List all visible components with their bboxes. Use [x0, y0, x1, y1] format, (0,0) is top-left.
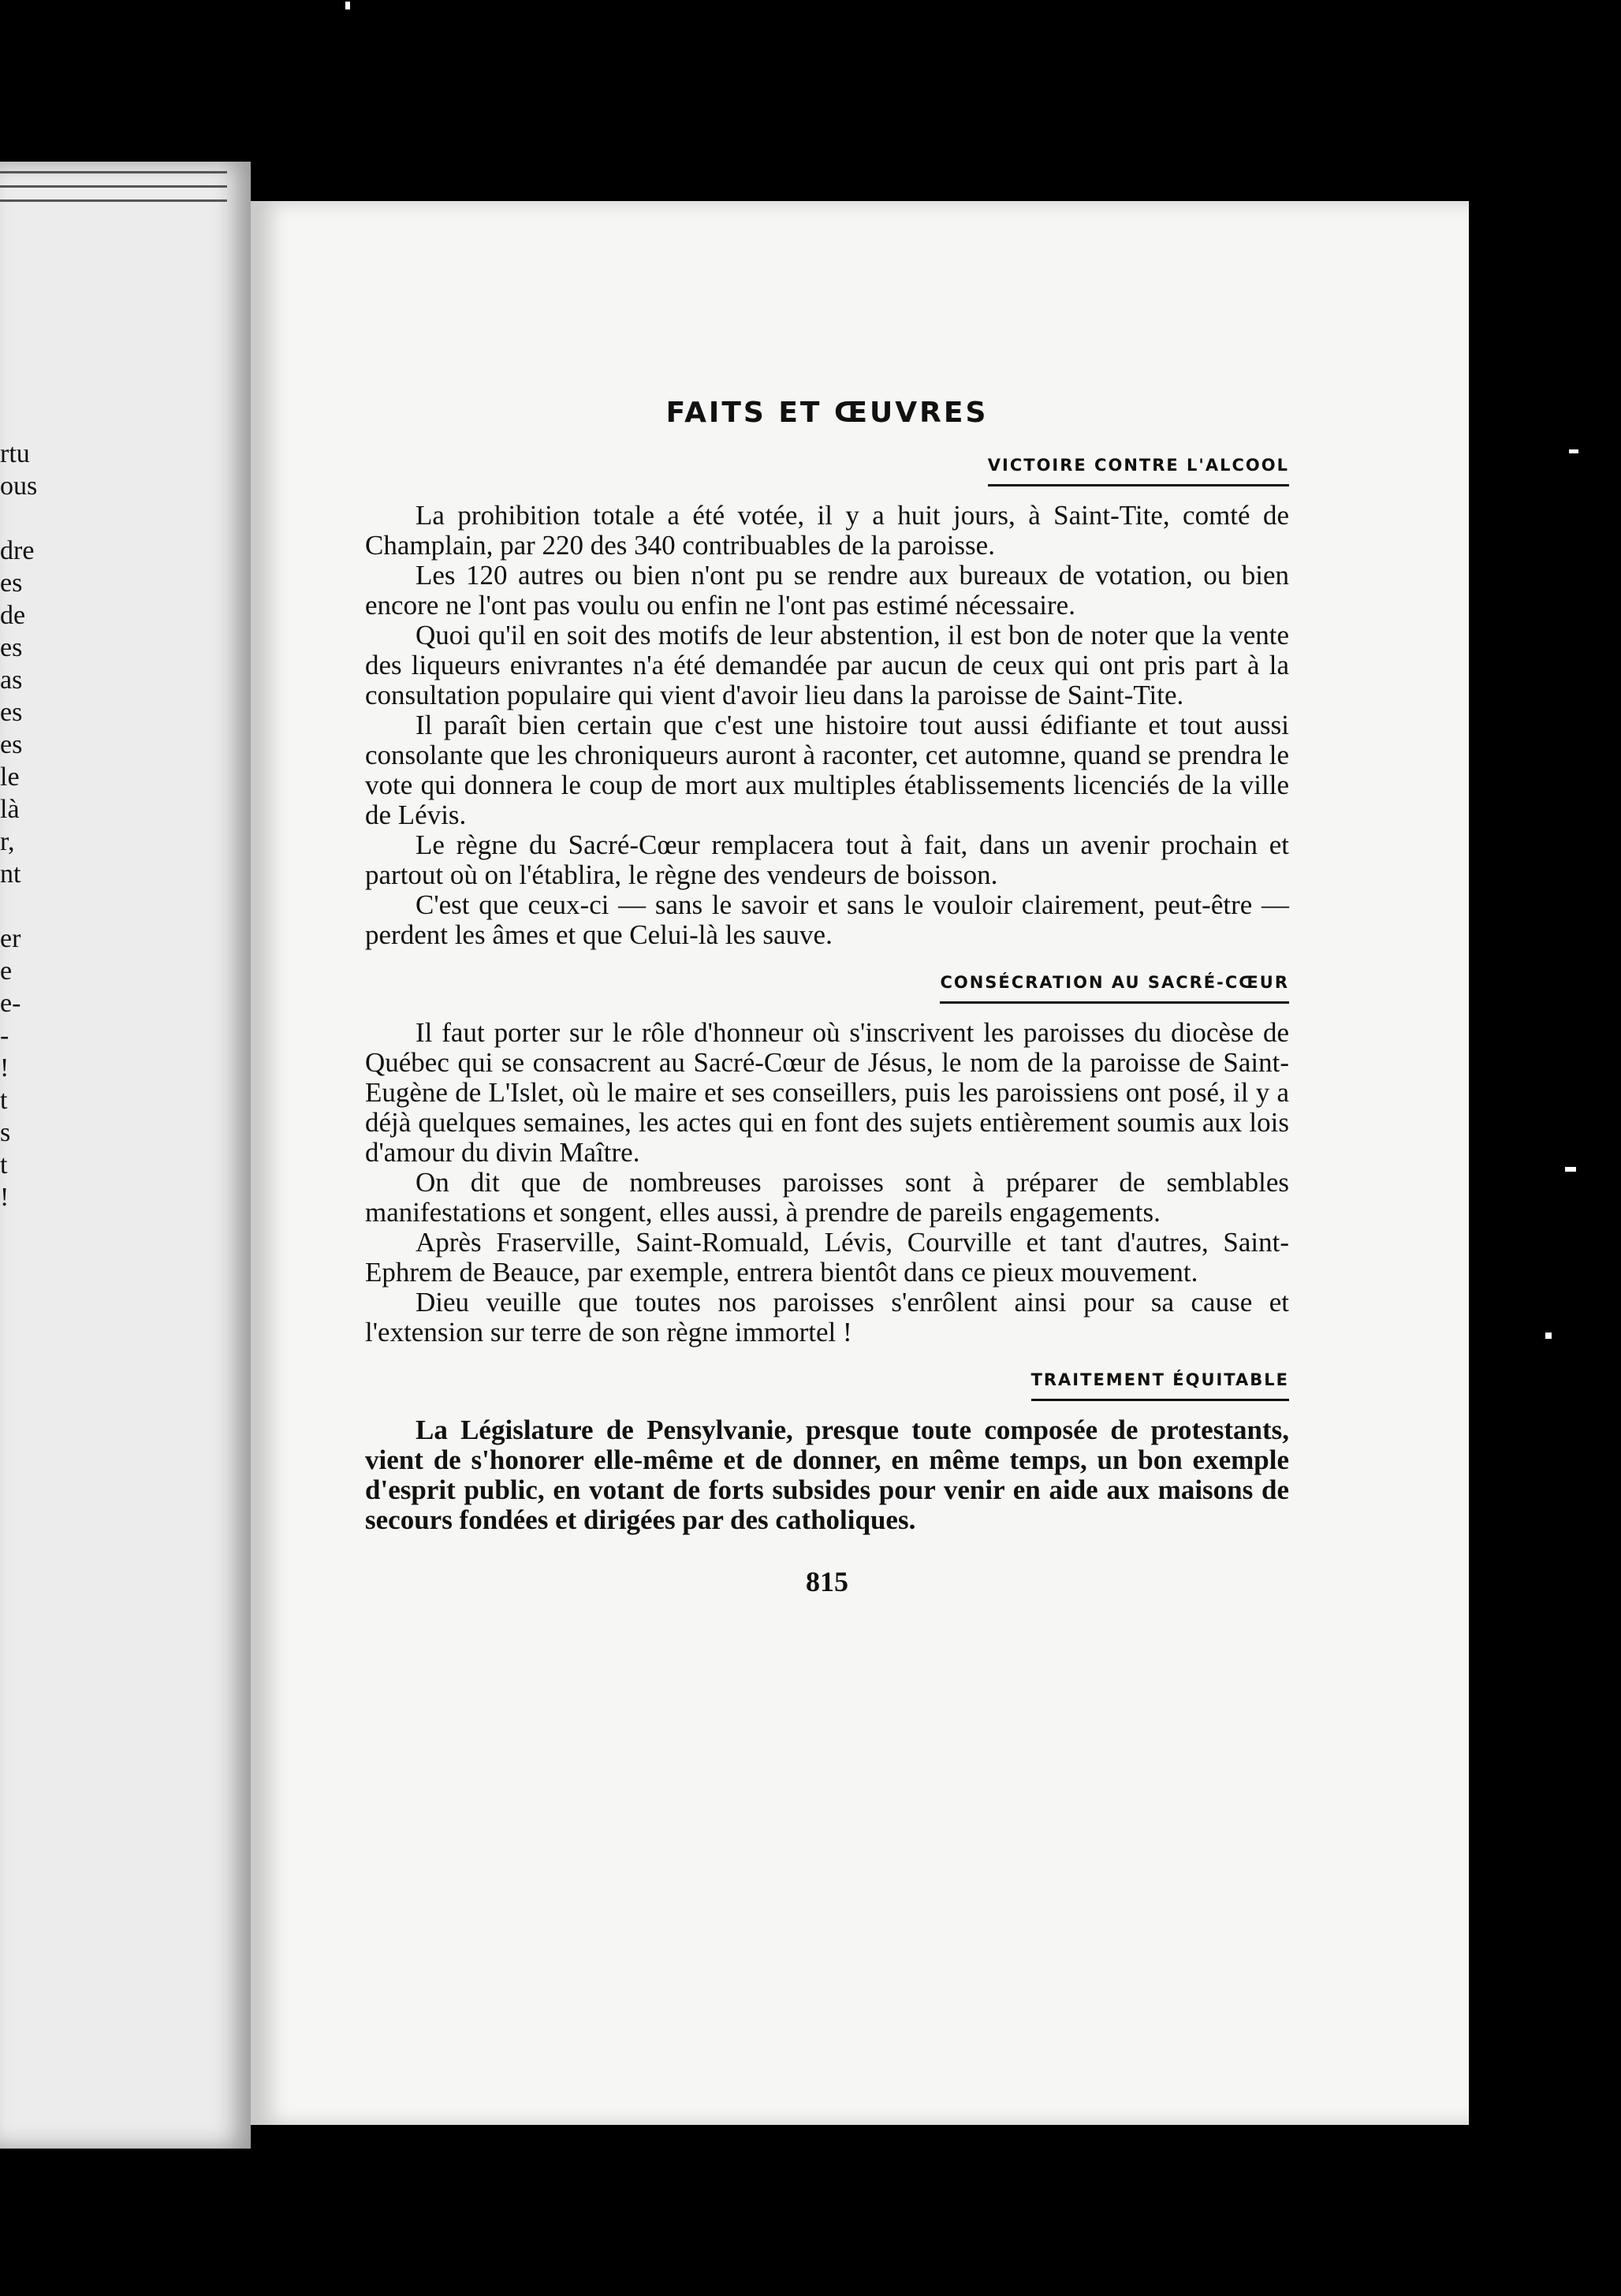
page-number: 815	[806, 1566, 848, 1597]
left-page-fragment: ous	[0, 472, 38, 501]
page-content	[365, 398, 1289, 1597]
left-page-fragment: !	[0, 1053, 9, 1083]
paragraph: Les 120 autres ou bien n'ont pu se rendre aux bureaux de votation, ou bien encore ne l'ont pas voulu ou enfin ne l'ont pas estimé nécessaire.	[365, 560, 1289, 621]
scan-speck	[345, 2, 350, 9]
paragraph: C'est que ceux-ci — sans le savoir et sans le vouloir clairement, peut-être — perdent les âmes et que Celui-là les sauve.	[365, 889, 1289, 950]
scan-speck	[1545, 1332, 1552, 1339]
book-page	[251, 201, 1469, 2125]
section-victoire	[365, 450, 1289, 950]
left-page-fragment: !	[0, 1183, 9, 1212]
left-page-fragment: là	[0, 795, 20, 824]
left-page-fragment: es	[0, 698, 23, 727]
paragraph: Le règne du Sacré-Cœur remplacera tout à fait, dans un avenir prochain et partout où on l'établira, le règne des vendeurs de boisson.	[365, 829, 1289, 890]
paragraph: La Législature de Pensylvanie, presque toute composée de protestants, vient de s'honorer elle-même et de donner, en même temps, un bon exemple d'esprit public, en votant de forts subsides pour venir en aide aux maisons de secours fondées et dirigées par des catholiques.	[365, 1414, 1289, 1535]
page-edge-line	[0, 171, 227, 173]
left-page-fragment: t	[0, 1086, 8, 1115]
left-page-fragment: rtu	[0, 439, 30, 468]
left-page-fragment	[0, 502, 63, 535]
left-page-fragment: es	[0, 568, 23, 598]
paragraph: Il faut porter sur le rôle d'honneur où s'inscrivent les paroisses du diocèse de Québec qui se consacrent au Sacré-Cœur de Jésus, le nom de la paroisse de Saint-Eugène de L'Islet, où le maire et ses conseillers, puis les paroissiens ont posé, il y a déjà quelques semaines, les actes qui en font des sujets entièrement soumis aux lois d'amour du divin Maître.	[365, 1017, 1289, 1168]
left-page-fragment	[0, 890, 63, 922]
left-page-fragment: le	[0, 762, 20, 792]
page-edge-line	[0, 199, 227, 202]
paragraph: Après Fraserville, Saint-Romuald, Lévis, Courville et tant d'autres, Saint-Ephrem de Beauce, par exemple, entrera bientôt dans ce pieux mouvement.	[365, 1227, 1289, 1288]
paragraph: Dieu veuille que toutes nos paroisses s'enrôlent ainsi pour sa cause et l'extension sur terre de son règne immortel !	[365, 1287, 1289, 1347]
paragraph: Il paraît bien certain que c'est une histoire tout aussi édifiante et tout aussi consolante que les chroniqueurs auront à raconter, cet automne, quand se prendra le vote qui donnera le coup de mort aux multiples établissements licenciés de la ville de Lévis.	[365, 710, 1289, 830]
left-page-fragment: de	[0, 601, 26, 630]
left-page-fragment: -	[0, 1021, 9, 1050]
section-traitement	[365, 1365, 1289, 1535]
left-page-fragment: r,	[0, 827, 15, 856]
running-title: FAITS ET ŒUVRES	[665, 397, 989, 429]
left-page-fragment: dre	[0, 536, 35, 565]
paragraph: Quoi qu'il en soit des motifs de leur abstention, il est bon de noter que la vente des liqueurs enivrantes n'a été demandée par aucun de ceux qui ont pris part à la consultation populaire qui vient d'avoir lieu dans la paroisse de Saint-Tite.	[365, 620, 1289, 710]
scan-speck	[1565, 1167, 1576, 1172]
left-page-fragment: t	[0, 1150, 8, 1180]
left-page-fragment: es	[0, 730, 23, 759]
paragraph: On dit que de nombreuses paroisses sont à préparer de semblables manifestations et songent, elles aussi, à prendre de pareils engagements.	[365, 1167, 1289, 1228]
left-page-text-fragments	[0, 438, 63, 1213]
left-page-fragment: as	[0, 665, 23, 695]
section-heading: CONSÉCRATION AU SACRÉ-CŒUR	[365, 967, 1289, 1004]
section-consecration	[365, 967, 1289, 1347]
left-facing-page	[0, 162, 251, 2149]
page-edge-line	[0, 185, 227, 188]
left-page-fragment: s	[0, 1118, 11, 1147]
section-heading: VICTOIRE CONTRE L'ALCOOL	[365, 450, 1289, 486]
left-page-fragment: er	[0, 924, 21, 953]
section-heading: TRAITEMENT ÉQUITABLE	[365, 1365, 1289, 1401]
left-page-fragment: e	[0, 956, 13, 986]
left-page-fragment: es	[0, 633, 23, 662]
left-page-fragment: e-	[0, 989, 21, 1018]
left-page-fragment: nt	[0, 859, 21, 889]
scan-speck	[1569, 449, 1578, 453]
paragraph: La prohibition totale a été votée, il y a huit jours, à Saint-Tite, comté de Champlain, par 220 des 340 contribuables de la paroisse.	[365, 500, 1289, 561]
